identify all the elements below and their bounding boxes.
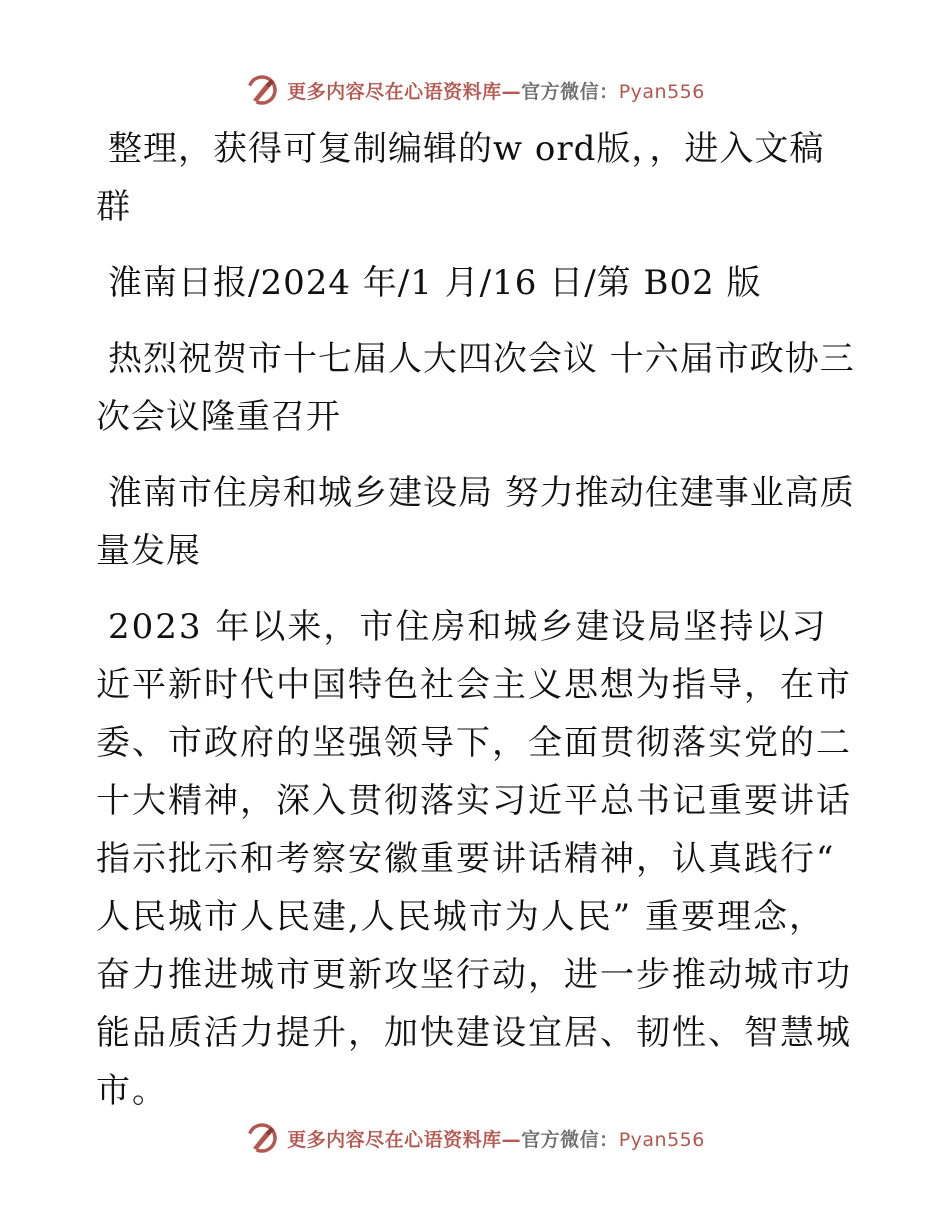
pen-logo-icon	[245, 73, 279, 107]
watermark-separator: —	[501, 80, 522, 103]
watermark-site-text: 更多内容尽在心语资料库	[287, 80, 502, 103]
headline: 热烈祝贺市十七届人大四次会议 十六届市政协三次会议隆重召开	[96, 339, 855, 437]
body-paragraph: 2023 年以来，市住房和城乡建设局坚持以习近平新时代中国特色社会主义思想为指导，在市委、市政府的坚强领导下，全面贯彻落实党的二十大精神，深入贯彻落实习近平总书记重要讲话指示批示和考察安徽重要讲话精神，认真践行“ 人民城市人民建,人民城市为人民” 重要理念，奋力推进城市更新攻坚行动，进一步推动城市功能品质活力提升，加快建设宜居、韧性、智慧城市。	[96, 607, 852, 1111]
source-line: 淮南日报/2024 年/1 月/16 日/第 B02 版	[108, 263, 762, 303]
watermark-wechat-id: Pyan556	[618, 1128, 705, 1151]
watermark-text	[287, 77, 705, 104]
footer-watermark	[0, 1118, 950, 1158]
subheadline: 淮南市住房和城乡建设局 努力推动住建事业高质量发展	[96, 473, 855, 571]
pen-logo-icon	[245, 1121, 279, 1155]
intro-paragraph: 整理，获得可复制编辑的w ord版，，进入文稿群	[96, 129, 825, 227]
watermark-wechat-id: Pyan556	[618, 80, 705, 103]
watermark-text	[287, 1125, 705, 1152]
header-watermark	[0, 70, 950, 110]
document-body	[96, 120, 856, 1138]
watermark-separator: —	[501, 1128, 522, 1151]
watermark-wechat-label: 官方微信：	[521, 80, 619, 103]
watermark-wechat-label: 官方微信：	[521, 1128, 619, 1151]
watermark-site-text: 更多内容尽在心语资料库	[287, 1128, 502, 1151]
